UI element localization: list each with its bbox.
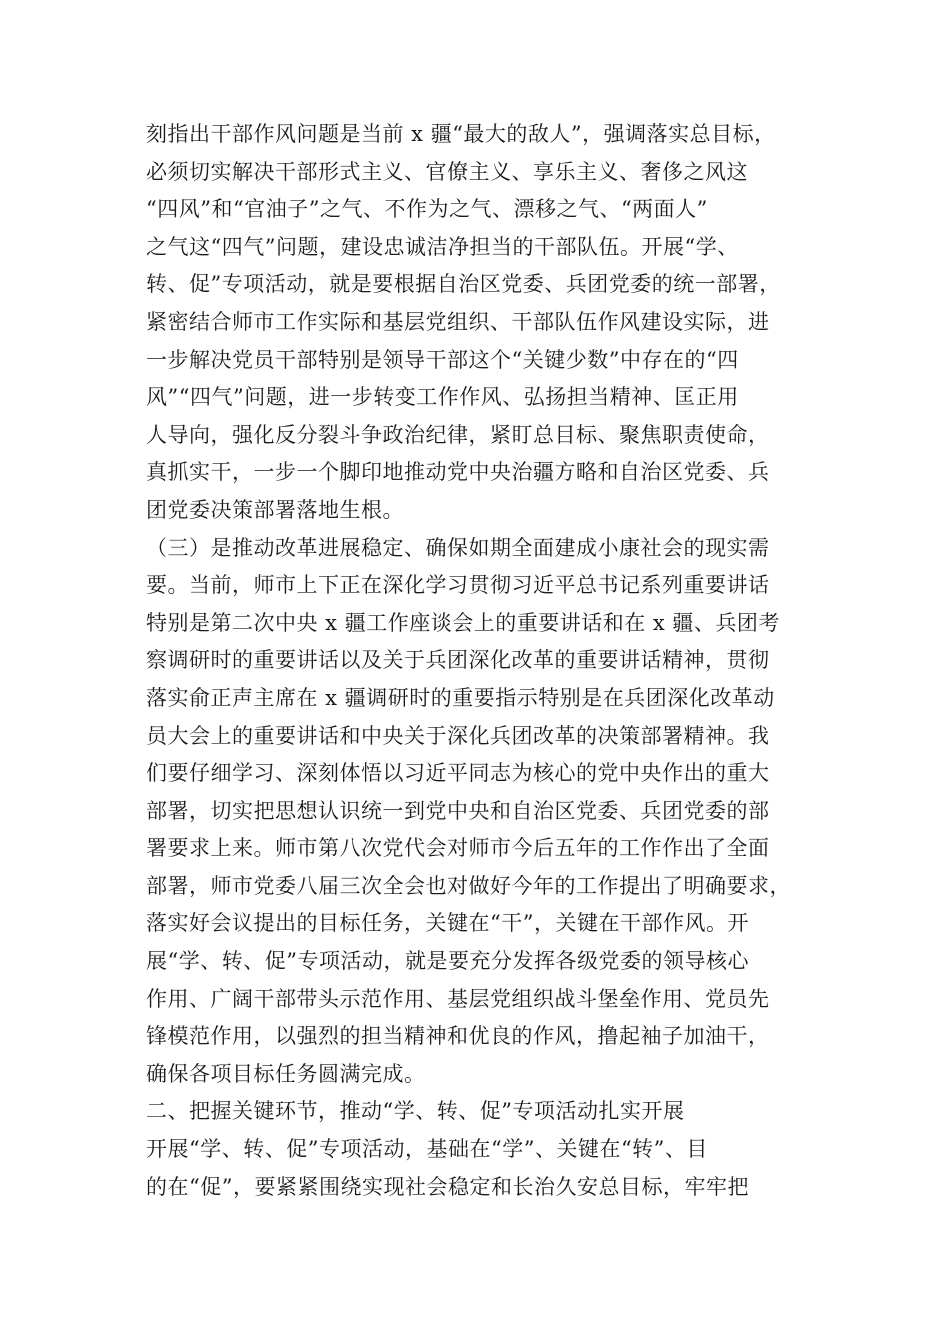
text-line: 一步解决党员干部特别是领导干部这个“关键少数”中存在的“四 <box>146 347 739 372</box>
text-line: 们要仔细学习、深刻体悟以习近平同志为核心的党中央作出的重大 <box>146 761 770 786</box>
text-line: 特别是第二次中央 x 疆工作座谈会上的重要讲话和在 x 疆、兵团考 <box>146 610 780 635</box>
text-line: 确保各项目标任务圆满完成。 <box>146 1061 426 1086</box>
text-line: 落实好会议提出的目标任务，关键在“干”，关键在干部作风。开 <box>146 911 749 936</box>
text-line: 部署，师市党委八届三次全会也对做好今年的工作提出了明确要求， <box>146 873 791 898</box>
text-line: 之气这“四气”问题，建设忠诚洁净担当的干部队伍。开展“学、 <box>146 234 739 259</box>
text-line: 团党委决策部署落地生根。 <box>146 497 404 522</box>
text-line: 署要求上来。师市第八次党代会对师市今后五年的工作作出了全面 <box>146 836 770 861</box>
text-line: 展“学、转、促”专项活动，就是要充分发挥各级党委的领导核心 <box>146 949 749 974</box>
text-line: 的在“促”，要紧紧围绕实现社会稳定和长治久安总目标，牢牢把 <box>146 1174 749 1199</box>
text-line: 真抓实干，一步一个脚印地推动党中央治疆方略和自治区党委、兵 <box>146 460 770 485</box>
text-line: 风”“四气”问题，进一步转变工作作风、弘扬担当精神、匡正用 <box>146 385 739 410</box>
text-line: 员大会上的重要讲话和中央关于深化兵团改革的决策部署精神。我 <box>146 723 770 748</box>
text-line: 察调研时的重要讲话以及关于兵团深化改革的重要讲话精神，贯彻 <box>146 648 770 673</box>
text-line: “四风”和“官油子”之气、不作为之气、漂移之气、“两面人” <box>146 197 708 222</box>
text-line: 作用、广阔干部带头示范作用、基层党组织战斗堡垒作用、党员先 <box>146 986 770 1011</box>
section-heading-3: （三）是推动改革进展稳定、确保如期全面建成小康社会的现实需 <box>146 535 770 560</box>
text-line: 紧密结合师市工作实际和基层党组织、干部队伍作风建设实际，进 <box>146 309 770 334</box>
text-line: 落实俞正声主席在 x 疆调研时的重要指示特别是在兵团深化改革动 <box>146 685 775 710</box>
text-line: 锋模范作用，以强烈的担当精神和优良的作风，撸起袖子加油干， <box>146 1024 770 1049</box>
text-line: 开展“学、转、促”专项活动，基础在“学”、关键在“转”、目 <box>146 1137 708 1162</box>
text-line: 转、促”专项活动，就是要根据自治区党委、兵团党委的统一部署， <box>146 272 781 297</box>
document-body <box>146 116 846 1206</box>
text-line: 必须切实解决干部形式主义、官僚主义、享乐主义、奢侈之风这 <box>146 159 748 184</box>
text-line: 刻指出干部作风问题是当前 x 疆“最大的敌人”，强调落实总目标， <box>146 122 776 146</box>
text-line: 部署，切实把思想认识统一到党中央和自治区党委、兵团党委的部 <box>146 798 770 823</box>
section-heading-2: 二、把握关键环节，推动“学、转、促”专项活动扎实开展 <box>146 1099 685 1124</box>
text-line: 要。当前，师市上下正在深化学习贯彻习近平总书记系列重要讲话 <box>146 573 770 598</box>
text-line: 人导向，强化反分裂斗争政治纪律，紧盯总目标、聚焦职责使命， <box>146 422 770 447</box>
